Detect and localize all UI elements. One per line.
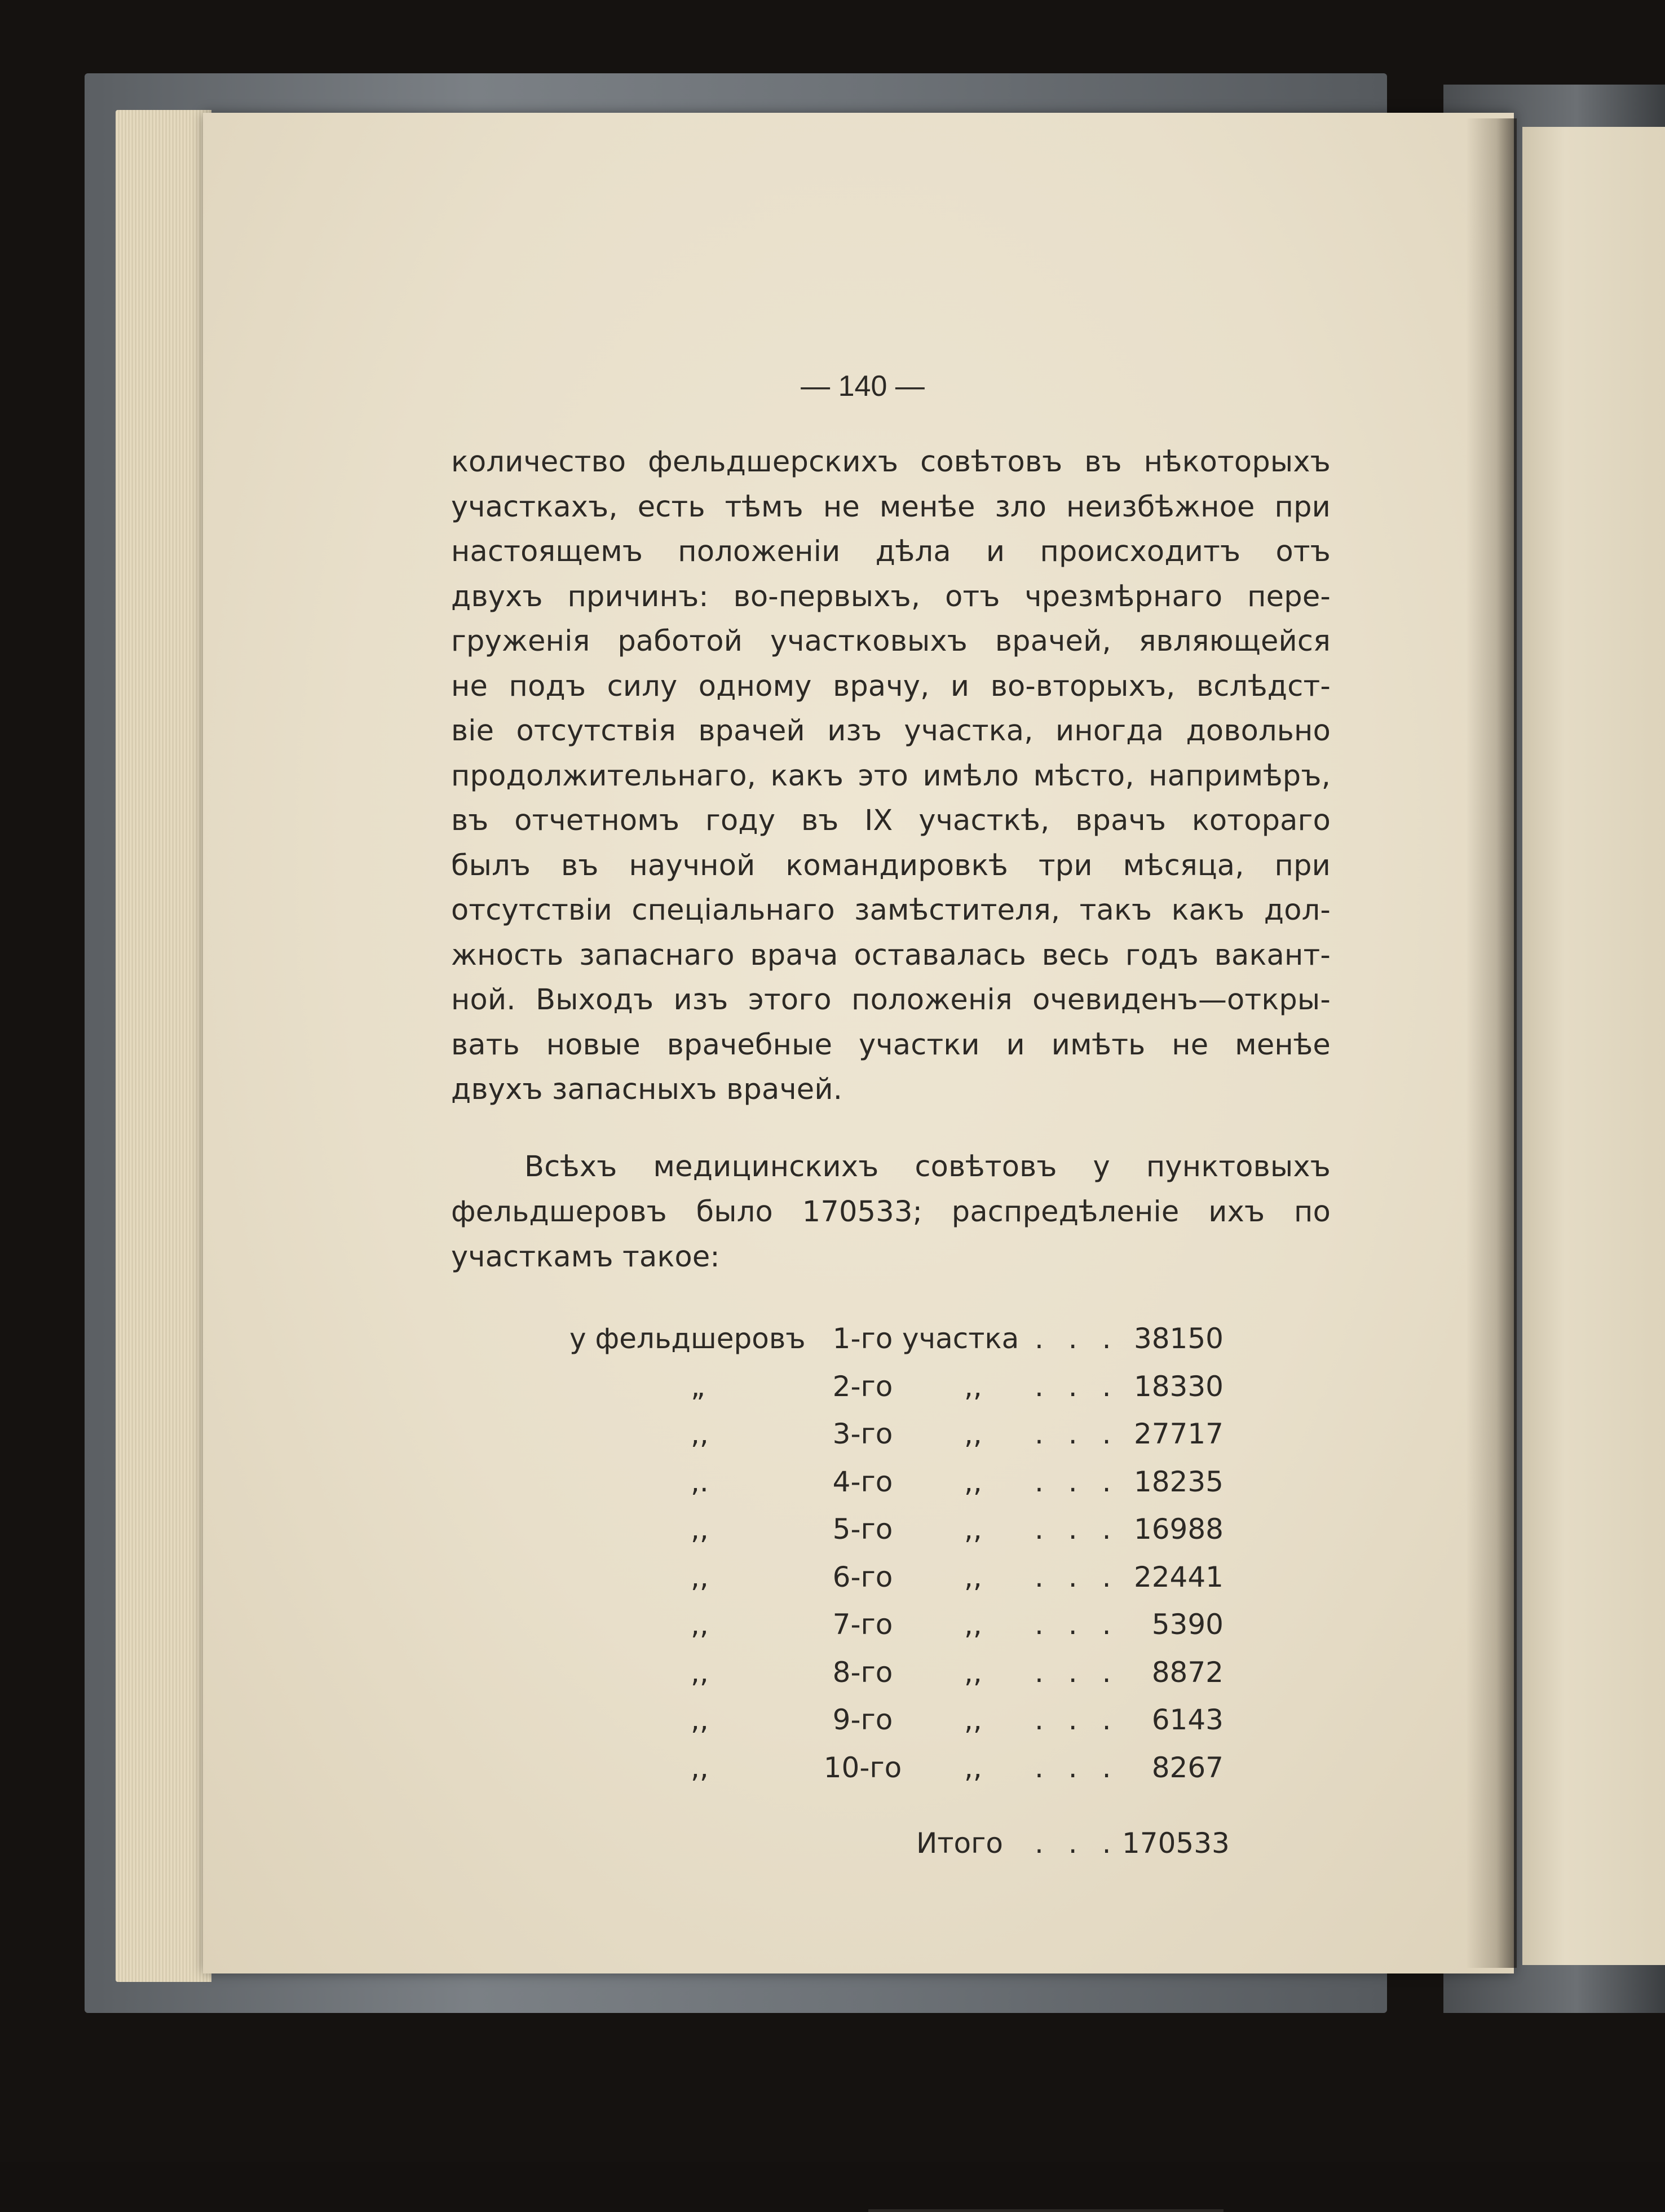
- paragraph-1-line: настоящемъ положеніи дѣла и происходитъ отъ: [451, 535, 1331, 568]
- ditto-mark: ,,: [964, 1418, 982, 1450]
- paragraph-1-line: груженія работой участковыхъ врачей, являющейся: [451, 625, 1331, 658]
- ditto-mark: ,,: [964, 1560, 982, 1593]
- total-rule: [868, 2209, 1224, 2212]
- total-value: 170533: [1122, 1827, 1230, 1860]
- ditto-mark: ,,: [691, 1418, 709, 1450]
- ditto-mark: ,,: [964, 1513, 982, 1546]
- leader-dots: . . .: [1035, 1608, 1119, 1641]
- ditto-mark: ,,: [691, 1751, 709, 1784]
- advice-count: 8872: [1151, 1655, 1224, 1689]
- district-number: 6-го: [832, 1560, 893, 1593]
- row-label: у фельдшеровъ: [569, 1322, 806, 1355]
- leader-dots: . . .: [1035, 1560, 1119, 1593]
- page-number: — 140 —: [801, 370, 925, 403]
- page-edges: [116, 110, 211, 1982]
- advice-count: 16988: [1133, 1513, 1224, 1546]
- paragraph-1-line: двухъ запасныхъ врачей.: [451, 1073, 843, 1106]
- advice-count: 18330: [1133, 1370, 1224, 1403]
- leader-dots: . . .: [1035, 1513, 1119, 1546]
- leader-dots: . . .: [1035, 1751, 1119, 1784]
- paragraph-1-line: отсутствіи спеціальнаго замѣстителя, такъ какъ дол-: [451, 894, 1331, 927]
- advice-count: 5390: [1151, 1608, 1224, 1641]
- advice-count: 38150: [1133, 1322, 1224, 1355]
- paragraph-1-line: жность запаснаго врача оставалась весь годъ вакант-: [451, 938, 1331, 972]
- ditto-mark: ,,: [691, 1560, 709, 1593]
- leader-dots: . . .: [1035, 1322, 1119, 1355]
- facing-page: [1522, 127, 1665, 1965]
- ditto-mark: ,,: [964, 1703, 982, 1736]
- advice-count: 27717: [1133, 1418, 1224, 1450]
- paragraph-1-line: въ отчетномъ году въ IX участкѣ, врачъ котораго: [451, 804, 1331, 837]
- paragraph-2-line: фельдшеровъ было 170533; распредѣленіе ихъ по: [451, 1195, 1331, 1229]
- ditto-mark: ,.: [691, 1465, 709, 1498]
- district-number: 4-го: [832, 1465, 893, 1498]
- paragraph-1-line: не подъ силу одному врачу, и во-вторыхъ, вслѣдст-: [451, 669, 1331, 703]
- page-gutter: [1466, 118, 1517, 1968]
- paragraph-1-line: продолжительнаго, какъ это имѣло мѣсто, напримѣръ,: [451, 759, 1331, 793]
- ditto-mark: ,,: [964, 1465, 982, 1498]
- ditto-mark: ,,: [964, 1751, 982, 1784]
- advice-count: 18235: [1133, 1465, 1224, 1498]
- district-number: 9-го: [832, 1703, 893, 1736]
- ditto-mark: „: [691, 1370, 705, 1403]
- advice-count: 22441: [1133, 1560, 1224, 1593]
- ditto-mark: ,,: [691, 1655, 709, 1689]
- ditto-mark: ,,: [691, 1703, 709, 1736]
- leader-dots: . . .: [1035, 1655, 1119, 1689]
- district-word: участка: [902, 1322, 1019, 1355]
- district-number: 5-го: [832, 1513, 893, 1546]
- leader-dots: . . .: [1035, 1418, 1119, 1450]
- ditto-mark: ,,: [691, 1513, 709, 1546]
- leader-dots: . . .: [1035, 1703, 1119, 1736]
- total-label: Итого: [916, 1827, 1003, 1860]
- district-number: 1-го: [832, 1322, 893, 1355]
- paragraph-1-line: віе отсутствія врачей изъ участка, иногда довольно: [451, 714, 1331, 748]
- leader-dots: . . .: [1035, 1465, 1119, 1498]
- ditto-mark: ,,: [964, 1608, 982, 1641]
- paragraph-1-line: вать новые врачебные участки и имѣть не менѣе: [451, 1028, 1331, 1062]
- district-number: 8-го: [832, 1655, 893, 1689]
- advice-count: 6143: [1151, 1703, 1224, 1736]
- district-number: 7-го: [832, 1608, 893, 1641]
- district-number: 10-го: [823, 1751, 902, 1784]
- total-dots: . . .: [1035, 1827, 1119, 1860]
- district-number: 3-го: [832, 1418, 893, 1450]
- paragraph-1-line: былъ въ научной командировкѣ три мѣсяца, при: [451, 849, 1331, 882]
- ditto-mark: ,,: [964, 1370, 982, 1403]
- ditto-mark: ,,: [964, 1655, 982, 1689]
- paragraph-1-line: количество фельдшерскихъ совѣтовъ въ нѣкоторыхъ: [451, 445, 1331, 479]
- paragraph-1-line: участкахъ, есть тѣмъ не менѣе зло неизбѣжное при: [451, 490, 1331, 524]
- paragraph-1-line: двухъ причинъ: во-первыхъ, отъ чрезмѣрнаго пере-: [451, 580, 1331, 613]
- advice-count: 8267: [1151, 1751, 1224, 1784]
- district-number: 2-го: [832, 1370, 893, 1403]
- paragraph-2-line: участкамъ такое:: [451, 1240, 720, 1274]
- paragraph-2-line: Всѣхъ медицинскихъ совѣтовъ у пунктовыхъ: [524, 1150, 1331, 1184]
- leader-dots: . . .: [1035, 1370, 1119, 1403]
- ditto-mark: ,,: [691, 1608, 709, 1641]
- paragraph-1-line: ной. Выходъ изъ этого положенія очевиденъ—откры-: [451, 983, 1331, 1017]
